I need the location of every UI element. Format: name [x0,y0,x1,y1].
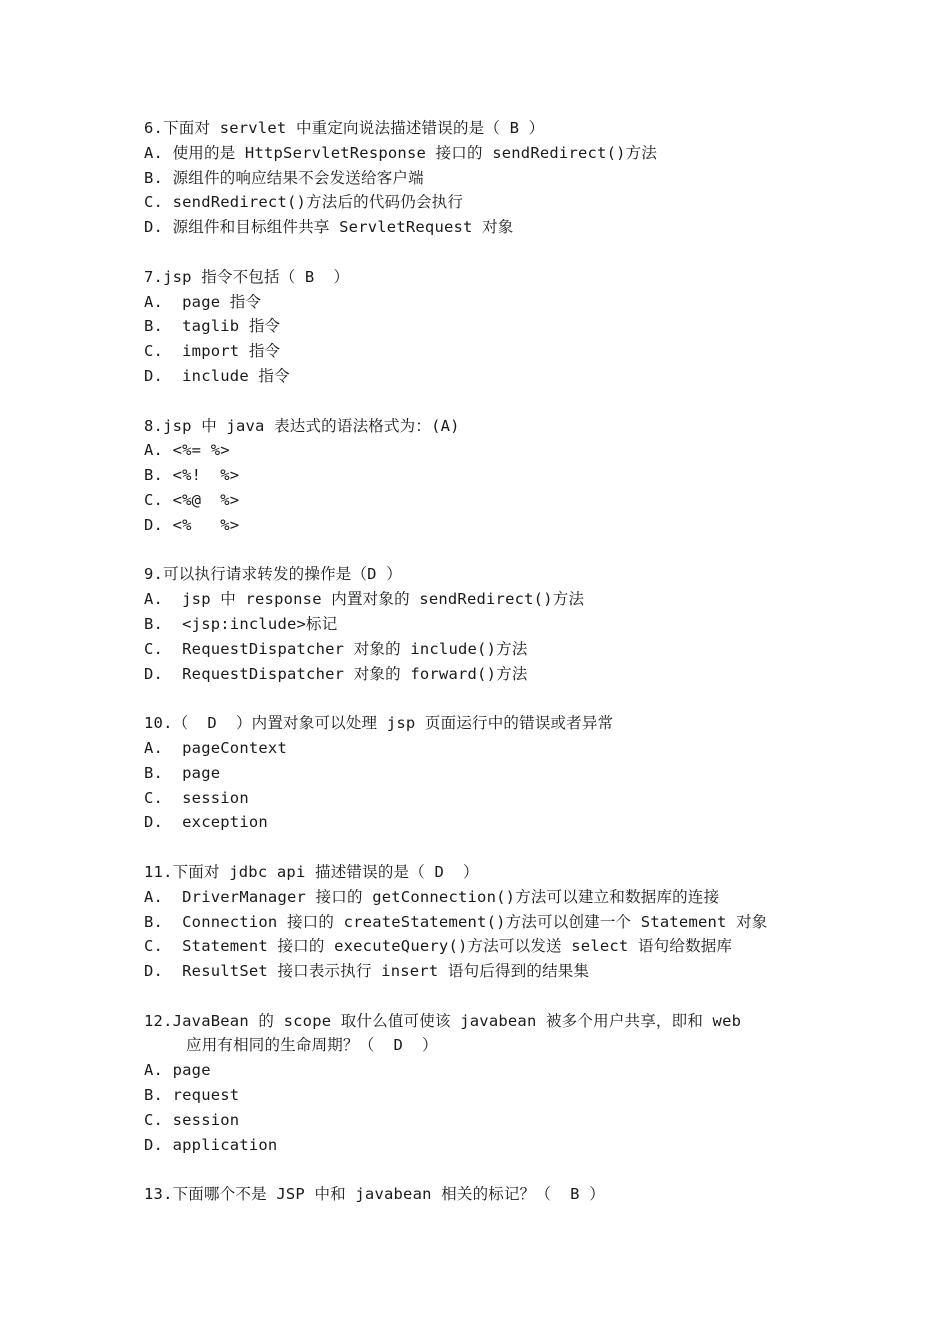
option-a: A. page 指令 [144,292,262,311]
option-d: D. exception [144,813,268,832]
option-c: C. Statement 接口的 executeQuery()方法可以发送 select 语句给数据库 [144,937,733,956]
option-d: D. RequestDispatcher 对象的 forward()方法 [144,664,528,683]
option-b: B. <%! %> [144,466,240,485]
question-stem: 11.下面对 jdbc api 描述错误的是（ D ） [144,862,479,881]
question-stem: 6.下面对 servlet 中重定向说法描述错误的是（ B ） [144,119,545,137]
option-d: D. application [144,1135,278,1154]
option-a: A. 使用的是 HttpServletResponse 接口的 sendRedirect()方法 [144,143,658,162]
question-stem-continuation: 应用有相同的生命周期？（ D ） [186,1036,438,1055]
question-6 [144,116,804,240]
option-b: B. <jsp:include>标记 [144,614,338,633]
question-7 [144,265,804,389]
option-a: A. jsp 中 response 内置对象的 sendRedirect()方法 [144,590,585,609]
option-c: C. session [144,1110,240,1129]
option-b: B. request [144,1086,240,1105]
option-c: C. <%@ %> [144,490,240,509]
question-stem: 9.可以执行请求转发的操作是（D ） [144,565,402,584]
option-b: B. page [144,763,221,782]
option-d: D. <% %> [144,515,240,534]
question-9 [144,562,804,686]
question-8 [144,414,804,538]
option-b: B. Connection 接口的 createStatement()方法可以创建一个 Statement 对象 [144,912,768,931]
question-13 [144,1182,804,1207]
question-10 [144,711,804,835]
question-12 [144,1009,804,1158]
question-stem: 13.下面哪个不是 JSP 中和 javabean 相关的标记？（ B ） [144,1185,605,1204]
option-d: D. 源组件和目标组件共享 ServletRequest 对象 [144,218,514,237]
option-c: C. sendRedirect()方法后的代码仍会执行 [144,193,464,212]
option-a: A. DriverManager 接口的 getConnection()方法可以建立和数据库的连接 [144,887,720,906]
option-b: B. 源组件的响应结果不会发送给客户端 [144,168,424,187]
question-list [144,116,804,1207]
option-c: C. session [144,788,249,807]
option-d: D. include 指令 [144,366,290,385]
option-b: B. taglib 指令 [144,317,281,336]
option-a: A. pageContext [144,738,287,757]
option-c: C. import 指令 [144,342,281,361]
question-11 [144,860,804,984]
question-stem: 8.jsp 中 java 表达式的语法格式为：(A) [144,416,460,435]
option-a: A. <%= %> [144,441,230,460]
option-c: C. RequestDispatcher 对象的 include()方法 [144,639,528,658]
question-stem: 7.jsp 指令不包括（ B ） [144,267,350,286]
option-a: A. page [144,1061,211,1080]
option-d: D. ResultSet 接口表示执行 insert 语句后得到的结果集 [144,962,590,981]
question-stem: 10.（ D ）内置对象可以处理 jsp 页面运行中的错误或者异常 [144,714,614,733]
question-stem: 12.JavaBean 的 scope 取什么值可使该 javabean 被多个用户共享，即和 web [144,1011,742,1030]
